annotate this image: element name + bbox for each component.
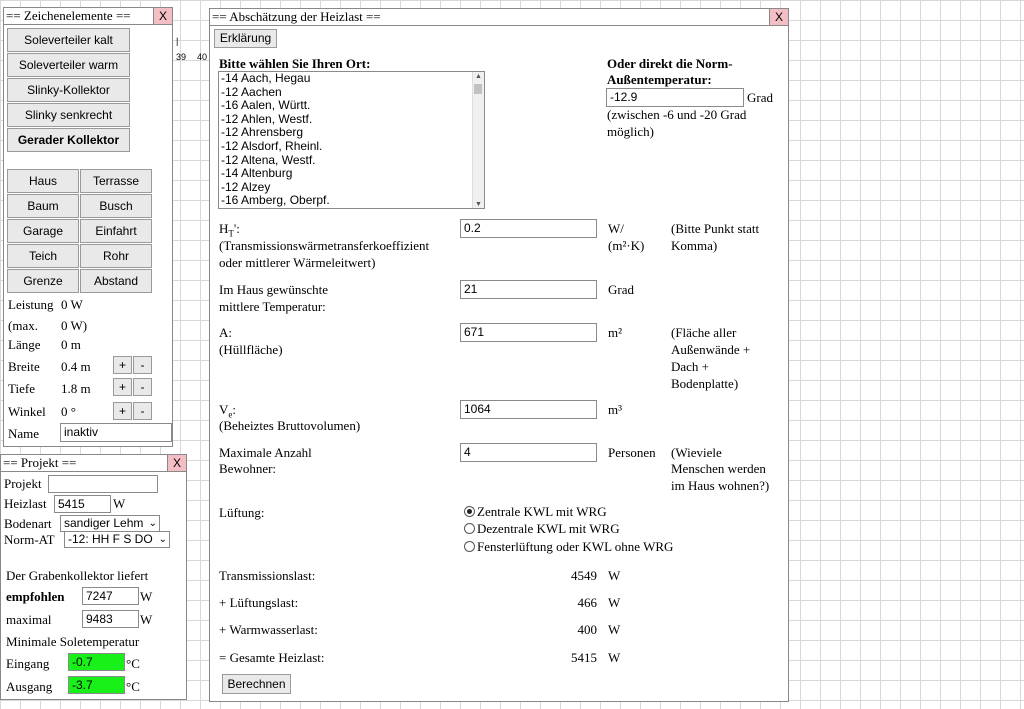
name-label: Name bbox=[8, 426, 40, 441]
chevron-down-icon: ⌄ bbox=[148, 518, 157, 529]
breite-label: Breite bbox=[8, 359, 40, 374]
norm-at-select[interactable] bbox=[64, 531, 170, 548]
max-value: 0 W) bbox=[61, 318, 88, 333]
ht-label: $H_T'$: bbox=[219, 221, 240, 239]
winkel-label: Winkel bbox=[8, 404, 46, 419]
transmissionslast-value: 4549 bbox=[571, 568, 597, 583]
ht-hint-2: Komma) bbox=[671, 238, 718, 253]
pers-hint: Menschen werden bbox=[671, 461, 766, 476]
ort-option[interactable]: -12 Ahrensberg bbox=[221, 125, 304, 140]
canvas-tick-marker: | bbox=[176, 36, 179, 46]
result-label: = Gesamte Heizlast: bbox=[219, 650, 325, 665]
ort-heading: Bitte wählen Sie Ihren Ort: bbox=[219, 56, 371, 71]
rohr-button[interactable]: Rohr bbox=[80, 244, 152, 268]
result-label: Transmissionslast: bbox=[219, 568, 316, 583]
pers-unit: Personen bbox=[608, 445, 656, 460]
bruttovolumen-input[interactable]: 1064 bbox=[460, 400, 597, 419]
lueftung-option-label: Fensterlüftung oder KWL ohne WRG bbox=[477, 539, 674, 554]
ort-option[interactable]: -14 Aach, Hegau bbox=[221, 71, 311, 85]
pers-label-1: Maximale Anzahl bbox=[219, 445, 312, 460]
eingang-label: Eingang bbox=[6, 656, 50, 671]
a-hint: (Fläche aller bbox=[671, 325, 737, 340]
ort-scrollbar[interactable] bbox=[472, 72, 484, 208]
a-label: A: bbox=[219, 325, 232, 340]
norm-unit: Grad bbox=[747, 90, 773, 105]
bodenart-selected: sandiger Lehm bbox=[64, 516, 144, 530]
ort-option[interactable]: -12 Alzey bbox=[221, 179, 271, 194]
ort-listbox[interactable] bbox=[218, 71, 485, 209]
laenge-label: Länge bbox=[8, 337, 41, 352]
maximal-input[interactable]: 9483 bbox=[82, 610, 139, 628]
ort-option[interactable]: -14 Altenburg bbox=[221, 166, 293, 181]
zeichenelemente-panel bbox=[3, 7, 173, 447]
slinky-kollektor-button[interactable]: Slinky-Kollektor bbox=[7, 78, 130, 102]
tiefe-label: Tiefe bbox=[8, 381, 35, 396]
norm-heading-1: Oder direkt die Norm- bbox=[607, 56, 733, 71]
soleverteiler-warm-button[interactable]: Soleverteiler warm bbox=[7, 53, 130, 77]
tiefe-value: 1.8 m bbox=[61, 381, 91, 396]
norm-hint-1: (zwischen -6 und -20 Grad bbox=[607, 107, 747, 122]
temp-label-1: Im Haus gewünschte bbox=[219, 282, 329, 297]
ort-option[interactable]: -16 Amberg, Oberpf. bbox=[221, 193, 330, 208]
ve-label: $V_e$: bbox=[219, 402, 237, 420]
lueftung-option-label: Zentrale KWL mit WRG bbox=[477, 504, 607, 519]
chevron-up-icon[interactable]: ▲ bbox=[475, 72, 482, 80]
panel-title: == Projekt == bbox=[3, 455, 77, 470]
projekt-label: Projekt bbox=[4, 476, 42, 491]
ort-option[interactable]: -16 Aalen, Württ. bbox=[221, 98, 311, 113]
a-hint: Außenwände + bbox=[671, 342, 751, 357]
ort-option[interactable]: -12 Ahlen, Westf. bbox=[221, 111, 313, 126]
chevron-down-icon: ⌄ bbox=[158, 534, 167, 545]
laenge-value: 0 m bbox=[61, 337, 81, 352]
norm-temperatur-input[interactable]: -12.9 bbox=[606, 88, 744, 107]
lueftung-label: Lüftung: bbox=[219, 505, 265, 520]
baum-button[interactable]: Baum bbox=[7, 194, 79, 218]
temperatur-input[interactable]: 21 bbox=[460, 280, 597, 299]
berechnen-button[interactable]: Berechnen bbox=[222, 674, 291, 694]
huellflaeche-input[interactable]: 671 bbox=[460, 323, 597, 342]
bodenart-label: Bodenart bbox=[4, 516, 52, 531]
pers-hint: (Wieviele bbox=[671, 445, 722, 460]
pers-hint: im Haus wohnen?) bbox=[671, 478, 770, 493]
empfohlen-unit: W bbox=[140, 589, 153, 604]
result-label: + Warmwasserlast: bbox=[219, 622, 318, 637]
ht-unit-2: (m²·K) bbox=[608, 238, 645, 253]
ve-desc: (Beheiztes Bruttovolumen) bbox=[219, 418, 361, 433]
ort-option[interactable]: -12 Altena, Westf. bbox=[221, 152, 316, 167]
maximal-unit: W bbox=[140, 612, 153, 627]
ht-input[interactable]: 0.2 bbox=[460, 219, 597, 238]
ve-unit: m³ bbox=[608, 402, 623, 417]
breite-minus-button[interactable]: - bbox=[133, 356, 152, 374]
radio-zentrale-kwl[interactable] bbox=[464, 506, 475, 517]
a-hint: Dach + bbox=[671, 359, 710, 374]
heizlast-unit: W bbox=[113, 496, 126, 511]
pers-label-2: Bewohner: bbox=[219, 461, 277, 476]
min-soletemperatur-text: Minimale Soletemperatur bbox=[6, 634, 140, 649]
ht-desc-1: (Transmissionswärmetransferkoeffizient bbox=[219, 238, 430, 253]
empfohlen-label: empfohlen bbox=[6, 589, 65, 604]
ht-unit-1: W/ bbox=[608, 221, 624, 236]
maximal-label: maximal bbox=[6, 612, 52, 627]
soleverteiler-kalt-button[interactable]: Soleverteiler kalt bbox=[7, 28, 130, 52]
bodenart-select[interactable] bbox=[60, 515, 160, 532]
terrasse-button[interactable]: Terrasse bbox=[80, 169, 152, 193]
ort-option[interactable]: -12 Alsdorf, Rheinl. bbox=[221, 138, 323, 153]
gerader-kollektor-button[interactable]: Gerader Kollektor bbox=[7, 128, 130, 152]
busch-button[interactable]: Busch bbox=[80, 194, 152, 218]
temp-label-2: mittlere Temperatur: bbox=[219, 299, 326, 314]
radio-fensterlueftung[interactable] bbox=[464, 541, 475, 552]
breite-value: 0.4 m bbox=[61, 359, 91, 374]
close-button[interactable]: X bbox=[167, 455, 186, 471]
a-hint: Bodenplatte) bbox=[671, 376, 739, 391]
eingang-temperature: -0.7 bbox=[68, 653, 125, 671]
warmwasserlast-value: 400 bbox=[577, 622, 597, 637]
close-button[interactable]: X bbox=[153, 8, 172, 24]
radio-dezentrale-kwl[interactable] bbox=[464, 523, 475, 534]
panel-title: == Abschätzung der Heizlast == bbox=[212, 9, 381, 24]
winkel-minus-button[interactable]: - bbox=[133, 402, 152, 420]
lueftung-option-label: Dezentrale KWL mit WRG bbox=[477, 521, 620, 536]
ht-desc-2: oder mittlerer Wärmeleitwert) bbox=[219, 255, 376, 270]
eingang-unit: °C bbox=[126, 656, 140, 671]
grenze-button[interactable]: Grenze bbox=[7, 269, 79, 293]
breite-plus-button[interactable]: + bbox=[113, 356, 132, 374]
zeichenelemente-titlebar[interactable] bbox=[4, 8, 172, 25]
heizlast-titlebar[interactable] bbox=[210, 9, 788, 26]
norm-at-selected: -12: HH F S DO bbox=[68, 532, 153, 546]
close-button[interactable]: X bbox=[769, 9, 788, 25]
ht-hint-1: (Bitte Punkt statt bbox=[671, 221, 760, 236]
panel-title: == Zeichenelemente == bbox=[6, 8, 131, 23]
heizlast-input[interactable]: 5415 bbox=[54, 495, 111, 513]
winkel-plus-button[interactable]: + bbox=[113, 402, 132, 420]
projekt-titlebar[interactable] bbox=[1, 455, 186, 472]
ausgang-temperature: -3.7 bbox=[68, 676, 125, 694]
leistung-value: 0 W bbox=[61, 297, 83, 312]
empfohlen-input[interactable]: 7247 bbox=[82, 587, 139, 605]
result-unit: W bbox=[608, 622, 621, 637]
projekt-input[interactable] bbox=[48, 475, 158, 493]
heizlast-label: Heizlast bbox=[4, 496, 47, 511]
norm-at-label: Norm-AT bbox=[4, 532, 55, 547]
leistung-label: Leistung bbox=[8, 297, 54, 312]
norm-hint-2: möglich) bbox=[607, 124, 654, 139]
result-unit: W bbox=[608, 595, 621, 610]
liefert-text: Der Grabenkollektor liefert bbox=[6, 568, 149, 583]
canvas-tick-label: 39 bbox=[176, 52, 187, 62]
a-desc: (Hüllfläche) bbox=[219, 342, 283, 357]
ausgang-label: Ausgang bbox=[6, 679, 53, 694]
result-unit: W bbox=[608, 650, 621, 665]
erklaerung-button[interactable]: Erklärung bbox=[214, 29, 277, 48]
projekt-panel bbox=[0, 454, 187, 700]
tiefe-minus-button[interactable]: - bbox=[133, 378, 152, 396]
name-input[interactable]: inaktiv bbox=[60, 423, 172, 442]
garage-button[interactable]: Garage bbox=[7, 219, 79, 243]
slinky-senkrecht-button[interactable]: Slinky senkrecht bbox=[7, 103, 130, 127]
winkel-value: 0 ° bbox=[61, 404, 76, 419]
canvas-tick-label: 40 bbox=[197, 52, 208, 62]
tiefe-plus-button[interactable]: + bbox=[113, 378, 132, 396]
lueftungslast-value: 466 bbox=[577, 595, 597, 610]
abstand-button[interactable]: Abstand bbox=[80, 269, 152, 293]
a-unit: m² bbox=[608, 325, 623, 340]
scrollbar-thumb[interactable] bbox=[474, 84, 482, 94]
ausgang-unit: °C bbox=[126, 679, 140, 694]
haus-button[interactable]: Haus bbox=[7, 169, 79, 193]
norm-heading-2: Außentemperatur: bbox=[607, 72, 712, 87]
chevron-down-icon[interactable]: ▼ bbox=[475, 200, 482, 208]
ort-option[interactable]: -12 Aachen bbox=[221, 84, 282, 99]
bewohner-input[interactable]: 4 bbox=[460, 443, 597, 462]
result-label: + Lüftungslast: bbox=[219, 595, 299, 610]
teich-button[interactable]: Teich bbox=[7, 244, 79, 268]
result-unit: W bbox=[608, 568, 621, 583]
temp-unit: Grad bbox=[608, 282, 634, 297]
gesamte-heizlast-value: 5415 bbox=[571, 650, 597, 665]
max-label: (max. bbox=[8, 318, 38, 333]
heizlast-panel bbox=[209, 8, 789, 702]
einfahrt-button[interactable]: Einfahrt bbox=[80, 219, 152, 243]
